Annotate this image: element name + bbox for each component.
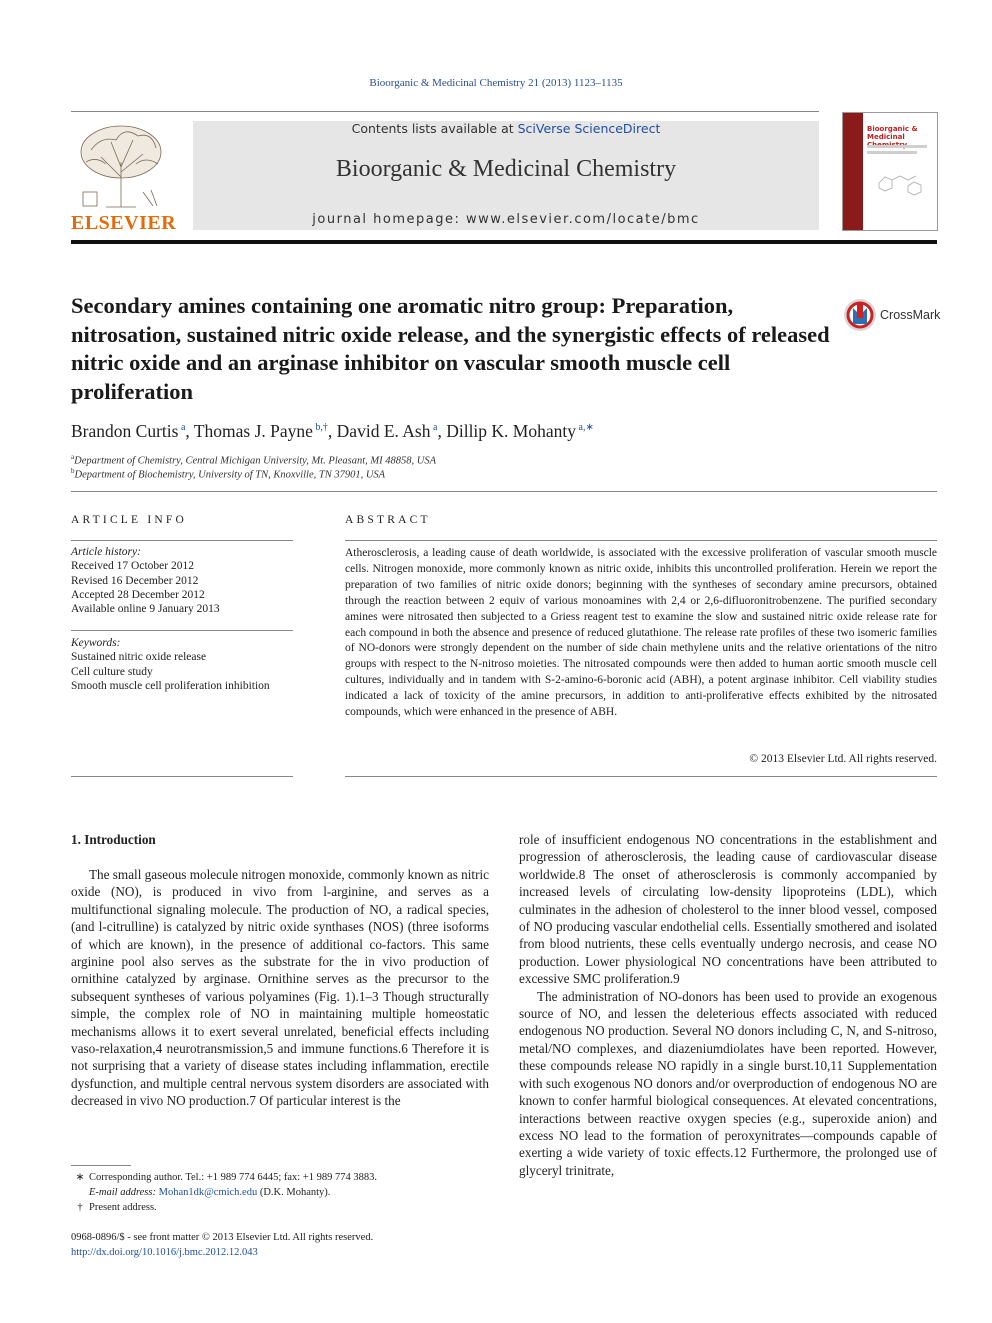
article-info-heading: ARTICLE INFO	[71, 514, 187, 526]
article-history	[71, 545, 293, 616]
history-online: Available online 9 January 2013	[71, 603, 220, 616]
keyword: Cell culture study	[71, 665, 153, 678]
affiliation-text: Department of Chemistry, Central Michigan University, Mt. Pleasant, MI 48858, USA	[74, 455, 437, 467]
keywords-rule	[71, 630, 293, 631]
paragraph: role of insufficient endogenous NO concentrations in the establishment and progression of atherosclerosis, the leading cause of cardiovascular disease worldwide.8 The onset of atherosclerosis is commonly accompanied by increased levels of circulating low-density lipoproteins (LDL), which culminates in the adhesion of cholesterol to the inner blood vessel, composed of NO producing vascular endothelial cells. Essentially smothered and isolated from blood nutrients, these cells eventually undergo necrosis, and cease NO production. Lower physiological NO concentrations have been attributed to excessive SMC proliferation.9	[519, 832, 937, 987]
affiliation-text: Department of Biochemistry, University of TN, Knoxville, TN 37901, USA	[74, 469, 386, 481]
keyword: Smooth muscle cell proliferation inhibition	[71, 679, 270, 692]
header-top-rule	[71, 111, 819, 112]
homepage-link[interactable]: www.elsevier.com/locate/bmc	[466, 212, 700, 227]
abstract-text: Atherosclerosis, a leading cause of death worldwide, is associated with the excessive proliferation of vascular smooth muscle cells. Nitrogen monoxide, more commonly known as nitric oxide, inhibits this uncontrolled proliferation. Herein we report the preparation of two families of nitric oxide donors; beginning with the syntheses of secondary amine precursors, obtained through the reaction between 2 equiv of various monoamines with 2,4 or 2,6-difluoronitrobenzene. The purified secondary amines were nitrosated then subjected to a Griess reagent test to examine the slow and sustained nitric oxide release rate for each compound in both the absence and presence of reduced glutathione. The release rate profiles of these two isomeric families of NO-donors were strongly dependent on the number of side chain methylene units and the relative orientations of the nitro groups with respect to the N-nitroso moieties. The nitrosated compounds were then added to human aortic smooth muscle cell cultures, individually and in tandem with S-2-amino-6-boronic acid (ABH), a potent arginase inhibitor. Cell viability studies indicated a lack of toxicity of the amine precursors, in addition to anti-proliferative effects exhibited by the nitrosated compounds, which were enhanced in the presence of ABH.	[345, 547, 937, 719]
author-list: Brandon Curtis $^a$, Thomas J. Payne $^{b,\dagger}$, David E. Ash $^a$, Dillip K. Mohanty $^{a,∗}$	[71, 421, 594, 441]
header-bottom-rule	[71, 240, 937, 244]
body-left-column	[71, 866, 489, 1110]
elsevier-wordmark: ELSEVIER	[71, 212, 177, 234]
keywords-label: Keywords:	[71, 637, 121, 649]
body-right-column	[519, 831, 937, 1179]
cover-spine	[843, 113, 863, 230]
affiliation	[71, 453, 436, 467]
history-revised: Revised 16 December 2012	[71, 574, 199, 587]
abstract-copyright: © 2013 Elsevier Ltd. All rights reserved.	[749, 753, 937, 765]
crossmark-icon[interactable]	[843, 298, 877, 332]
abstract-rule	[345, 540, 937, 541]
cover-structure-graphic	[873, 168, 928, 198]
cover-subtitle-line	[867, 151, 917, 154]
contents-line	[193, 121, 819, 136]
journal-cover-thumbnail[interactable]	[842, 112, 938, 231]
author-affiliation-mark[interactable]: b,†	[315, 422, 328, 434]
journal-citation: Bioorganic & Medicinal Chemistry 21 (2013) 1123–1135	[369, 77, 623, 89]
cover-title: Bioorganic & Medicinal	[867, 125, 918, 141]
author-affiliation-mark[interactable]: a,∗	[578, 422, 594, 434]
affiliation	[71, 467, 385, 481]
footnote-rule	[71, 1165, 131, 1166]
elsevier-tree-logo	[71, 122, 171, 210]
present-address-text: Present address.	[89, 1202, 157, 1213]
abstract-heading: ABSTRACT	[345, 514, 431, 526]
article-info-bottom-rule	[71, 776, 293, 777]
author-affiliation-mark[interactable]: a	[433, 422, 438, 434]
email-label: E-mail address:	[89, 1187, 159, 1198]
present-address-note	[71, 1200, 491, 1215]
author-name[interactable]: Thomas J. Payne	[193, 421, 313, 441]
article-info-rule	[71, 540, 293, 541]
author-name[interactable]: David E. Ash	[336, 421, 431, 441]
issn-line: 0968-0896/$ - see front matter © 2013 Elsevier Ltd. All rights reserved.	[71, 1232, 374, 1243]
page-footer	[71, 1230, 373, 1260]
author-name[interactable]: Dillip K. Mohanty	[446, 421, 576, 441]
corresponding-text: Corresponding author. Tel.: +1 989 774 6445; fax: +1 989 774 3883.	[89, 1172, 377, 1183]
email-suffix: (D.K. Mohanty).	[257, 1187, 331, 1198]
crossmark-label[interactable]: CrossMark	[880, 308, 941, 322]
contents-prefix: Contents lists available at	[351, 121, 518, 136]
keywords	[71, 636, 293, 693]
abstract-bottom-rule	[345, 776, 937, 777]
homepage-prefix: journal homepage:	[312, 212, 467, 227]
section-title-introduction: 1. Introduction	[71, 832, 156, 847]
affiliation-mark: a	[71, 453, 75, 461]
doi-link[interactable]: http://dx.doi.org/10.1016/j.bmc.2012.12.043	[71, 1247, 258, 1258]
corresponding-author-note	[71, 1170, 491, 1185]
history-label: Article history:	[71, 546, 141, 558]
history-accepted: Accepted 28 December 2012	[71, 588, 205, 601]
journal-name: Bioorganic & Medicinal Chemistry	[335, 156, 677, 182]
email-link[interactable]: Mohan1dk@cmich.edu	[158, 1187, 258, 1198]
sciencedirect-link[interactable]: SciVerse ScienceDirect	[517, 121, 661, 136]
footnote-mark: †	[77, 1202, 83, 1213]
paragraph: The administration of NO-donors has been used to provide an exogenous source of NO, and lessen the deleterious effects associated with reduced endogenous NO production. Several NO donors including C, N, and S-nitroso, metal/NO complexes, and diazeniumdiolates have been reported. However, these compounds release NO rapidly in a single burst.10,11 Supplementation with such exogenous NO donors and/or overproduction of endogenous NO are known to confer harmful biological consequences. At elevated concentrations, interactions between reactive oxygen species (e.g., superoxide anion) and excess NO lead to the formation of peroxynitrates—compounds capable of exerting a wide variety of toxic effects.12 Furthermore, the prolonged use of glyceryl trinitrate,	[519, 988, 937, 1178]
author-affiliation-mark[interactable]: a	[180, 422, 186, 434]
cover-subtitle-line	[867, 145, 927, 148]
footnotes	[71, 1170, 491, 1215]
journal-homepage	[193, 212, 819, 227]
paragraph: The small gaseous molecule nitrogen monoxide, commonly known as nitric oxide (NO), is produced in vivo from l-arginine, and serves as a multifunctional signaling molecule. The production of NO, a radical species, (and l-citrulline) is catalyzed by nitric oxide synthases (NOS) (three isoforms of which are known), in the presence of additional co-factors. This same arginine pool also serves as the substrate for the in vivo production of ornithine catalyzed by arginase. Ornithine serves as the precursor to the subsequent syntheses of various polyamines (Fig. 1).1–3 Though structurally simple, the complex role of NO in maintaining multiple homeostatic mechanisms allows it to exert several unrelated, beneficial effects including vaso-relaxation,4 neurotransmission,5 and immune functions.6 Therefore it is not surprising that a variety of disease states including inflammation, erectile dysfunction, and multiple central nervous system disorders are associated with decreased in vivo NO production.7 Of particular interest is the	[71, 867, 489, 1109]
affiliation-rule	[71, 491, 937, 492]
email-note	[71, 1185, 491, 1200]
keyword: Sustained nitric oxide release	[71, 651, 207, 664]
article-title: Secondary amines containing one aromatic nitro group: Preparation, nitrosation, sustained nitric oxide release, and the synergistic effects of released nitric oxide and an arginase inhibitor on vascular smooth muscle cell proliferation	[71, 293, 830, 404]
history-received: Received 17 October 2012	[71, 560, 194, 573]
author-name[interactable]: Brandon Curtis	[71, 421, 179, 441]
affiliation-mark: b	[71, 467, 75, 475]
footnote-mark: ∗	[75, 1172, 85, 1183]
